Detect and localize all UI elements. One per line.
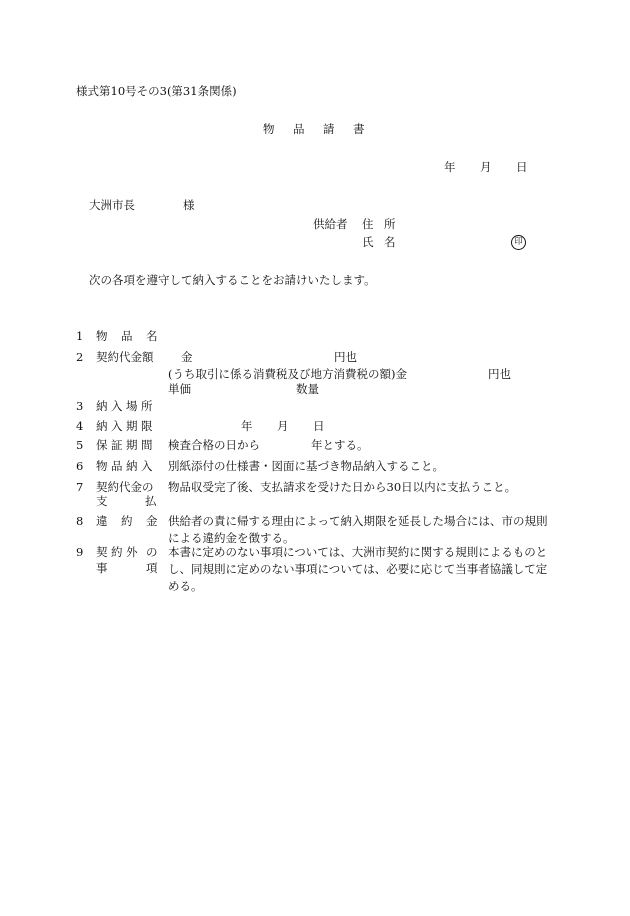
date-day: 日 [516, 160, 528, 174]
warranty-text-b: 年とする。 [311, 438, 369, 452]
form-number: 様式第10号その3(第31条関係) [76, 84, 237, 98]
item-label-char: 証 [111, 438, 123, 452]
amount-kin: 金 [181, 350, 193, 364]
item-label-char: 物 [96, 329, 108, 343]
item-label-char: 保 [96, 438, 108, 452]
item-number: 5 [76, 438, 84, 452]
item-number: 2 [76, 350, 84, 364]
item-content: 物品収受完了後、支払請求を受けた日から30日以内に支払うこと。 [168, 480, 517, 494]
item-label-char: 名 [146, 329, 158, 343]
item-label-char: 契 [96, 545, 108, 559]
item-label-char: 納 [96, 399, 108, 413]
item-label-char: の [146, 545, 158, 559]
date-year: 年 [444, 160, 456, 174]
supplier-label: 供給者 [313, 217, 348, 231]
title-char: 請 [323, 122, 335, 136]
item-label-char: 品 [121, 329, 133, 343]
amount-yen: 円也 [334, 350, 357, 364]
warranty-text-a: 検査合格の日から [168, 438, 260, 452]
item-label-char: 物 [96, 459, 108, 473]
name-label-char: 名 [384, 235, 396, 249]
intro-text: 次の各項を遵守して納入することをお請けいたします。 [89, 273, 376, 287]
item-content: 本書に定めのない事項については、大洲市契約に関する規則によるものとし、同規則に定めのない事項については、必要に応じて当事者協議して定める。 [168, 545, 548, 593]
addressee-honorific: 様 [183, 198, 195, 212]
deadline-day: 日 [313, 419, 325, 433]
item-content: 別紙添付の仕様書・図面に基づき物品納入すること。 [168, 459, 444, 473]
name-label-char: 氏 [362, 235, 374, 249]
item-label-char: 約 [121, 514, 133, 528]
item-number: 7 [76, 480, 84, 494]
item-label-char: 期 [126, 419, 138, 433]
item-label-char: 金 [146, 514, 158, 528]
item-label-char: 納 [96, 419, 108, 433]
item-label-char: 事 [96, 561, 108, 575]
date-month: 月 [480, 160, 492, 174]
item-label: 契約代金額 [96, 350, 154, 364]
item-label-char: 払 [145, 494, 157, 508]
title-char: 書 [353, 122, 365, 136]
item-label-char: 限 [141, 419, 153, 433]
item-number: 9 [76, 545, 84, 559]
title-char: 物 [263, 122, 275, 136]
tax-amount-yen: 円也 [488, 367, 511, 381]
quantity-label: 数量 [296, 382, 319, 396]
item-label-char: 間 [141, 438, 153, 452]
item-label-char: 違 [96, 514, 108, 528]
item-label-char: 入 [111, 419, 123, 433]
address-label-char: 所 [384, 217, 396, 231]
item-content: 供給者の責に帰する理由によって納入期限を延長した場合には、市の規則による違約金を徴する。 [168, 514, 548, 545]
title-char: 品 [293, 122, 305, 136]
address-label-char: 住 [362, 217, 374, 231]
addressee-name: 大洲市長 [89, 198, 135, 212]
deadline-year: 年 [241, 419, 253, 433]
item-number: 4 [76, 419, 84, 433]
seal-mark: 印 [511, 235, 526, 250]
deadline-month: 月 [277, 419, 289, 433]
item-number: 8 [76, 514, 84, 528]
unit-price-label: 単価 [168, 382, 191, 396]
item-label-char: 所 [141, 399, 153, 413]
item-label-char: 約 [111, 545, 123, 559]
item-label-char: 支 [96, 494, 108, 508]
item-label-char: 期 [126, 438, 138, 452]
item-label-char: 外 [126, 545, 138, 559]
item-number: 6 [76, 459, 84, 473]
item-label-char: 項 [146, 561, 158, 575]
item-label-char: 納 [126, 459, 138, 473]
item-label-char: 場 [126, 399, 138, 413]
tax-amount-label: (うち取引に係る消費税及び地方消費税の額)金 [168, 367, 407, 381]
item-label-char: 入 [141, 459, 153, 473]
item-label-char: 品 [111, 459, 123, 473]
item-label: 契約代金の [96, 480, 154, 494]
item-label-char: 入 [111, 399, 123, 413]
item-number: 3 [76, 399, 84, 413]
item-number: 1 [76, 329, 84, 343]
